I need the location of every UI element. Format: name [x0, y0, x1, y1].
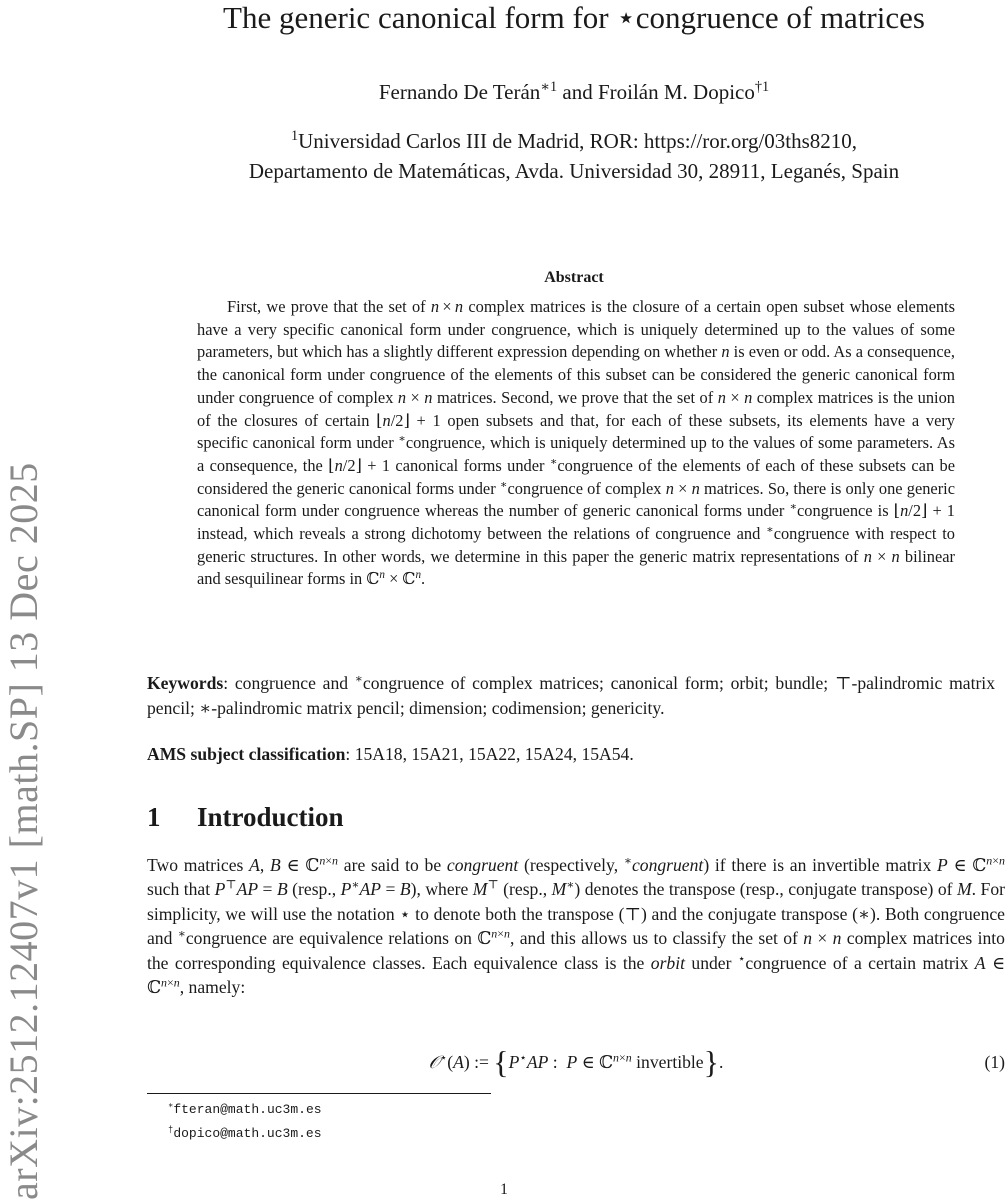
footnote-rule [147, 1093, 491, 1094]
page-number: 1 [500, 1181, 508, 1198]
keywords-label: Keywords [147, 673, 224, 693]
footnote-mark: † [168, 1125, 174, 1136]
ams-classification [147, 742, 995, 767]
affiliation-line: Departamento de Matemáticas, Avda. Universidad 30, 28911, Leganés, Spain [248, 159, 900, 183]
footnote-2 [168, 1125, 322, 1143]
footnote-1 [168, 1101, 322, 1119]
equation-body: 𝒪⋆(A) := {P⋆AP : P ∈ ℂ$^{n\times n}$ invertible}. [428, 1044, 724, 1080]
abstract-text: First, we prove that the set of n × n complex matrices is the closure of a certain open subset whose elements have a very specific canonical form under congruence, which is uniquely determined up to the values of some parameters, but which has a slightly different expression depending on whether n is even or odd. As a consequence, the canonical form under congruence of the elements of this subset can be considered the generic canonical form under congruence of complex n × n matrices. Second, we prove that the set of n × n complex matrices is the union of the closures of certain ⌊n/2⌋ + 1 open subsets and that, for each of these subsets, its elements have a very specific canonical form under ∗congruence, which is uniquely determined up to the values of some parameters. As a consequence, the ⌊n/2⌋ + 1 canonical forms under ∗congruence of the elements of each of these subsets can be considered the generic canonical forms under ∗congruence of complex n × n matrices. So, there is only one generic canonical form under congruence whereas the number of generic canonical forms under ∗congruence is ⌊n/2⌋ + 1 instead, which reveals a strong dichotomy between the relations of congruence and ∗congruence with respect to generic structures. In other words, we determine in this paper the generic matrix representations of n × n bilinear and sesquilinear forms in ℂ$^n$ × ℂ$^n$. [197, 297, 956, 589]
author-connector: and [562, 80, 593, 104]
ams-codes: : 15A18, 15A21, 15A22, 15A24, 15A54. [345, 744, 634, 764]
author-mark: ∗1 [540, 79, 558, 96]
ams-label: AMS subject classification [147, 744, 346, 764]
affiliation-line: Universidad Carlos III de Madrid, ROR: https://ror.org/03ths8210, [298, 129, 858, 153]
keywords: Keywords: congruence and ∗congruence of complex matrices; canonical form; orbit; bundle; ⊤-palindromic matrix pencil; ∗-palindromic matrix pencil; dimension; codimension; genericity. [147, 671, 995, 718]
footnote-email: fteran@math.uc3m.es [173, 1102, 322, 1117]
affiliation [140, 126, 1008, 186]
section-number: 1 [147, 802, 161, 832]
affiliation-mark: 1 [290, 128, 299, 145]
equation-number: (1) [984, 1052, 1005, 1072]
arxiv-identifier: arXiv:2512.12407v1 [math.SP] 13 Dec 2025 [1, 462, 46, 1200]
author-mark: †1 [754, 79, 770, 96]
section-title: Introduction [197, 802, 344, 832]
author-name: Froilán M. Dopico [597, 80, 755, 104]
author-line [140, 79, 1008, 105]
section-heading [147, 800, 344, 834]
footnote-email: dopico@math.uc3m.es [173, 1126, 322, 1141]
author-name: Fernando De Terán [378, 80, 541, 104]
intro-paragraph: Two matrices A, B ∈ ℂ$^{n\times n}$ are said to be congruent (respectively, ∗congruent) if there is an invertible matrix P ∈ ℂ$^{n\times n}$ such that P⊤AP = B (resp., P∗AP = B), where M⊤ (resp., M∗) denotes the transpose (resp., conjugate transpose) of M. For simplicity, we will use the notation ⋆ to denote both the transpose (⊤) and the conjugate transpose (∗). Both congruence and ∗congruence are equivalence relations on ℂ$^{n\times n}$, and this allows us to classify the set of n × n complex matrices into the corresponding equivalence classes. Each equivalence class is the orbit under ⋆congruence of a certain matrix A ∈ ℂ$^{n\times n}$, namely: [147, 853, 1006, 998]
paper-title: The generic canonical form for ⋆congruence of matrices [223, 0, 925, 35]
equation-1 [147, 1041, 1005, 1083]
abstract-heading: Abstract [544, 269, 604, 286]
footnote-mark: ∗ [168, 1101, 174, 1112]
